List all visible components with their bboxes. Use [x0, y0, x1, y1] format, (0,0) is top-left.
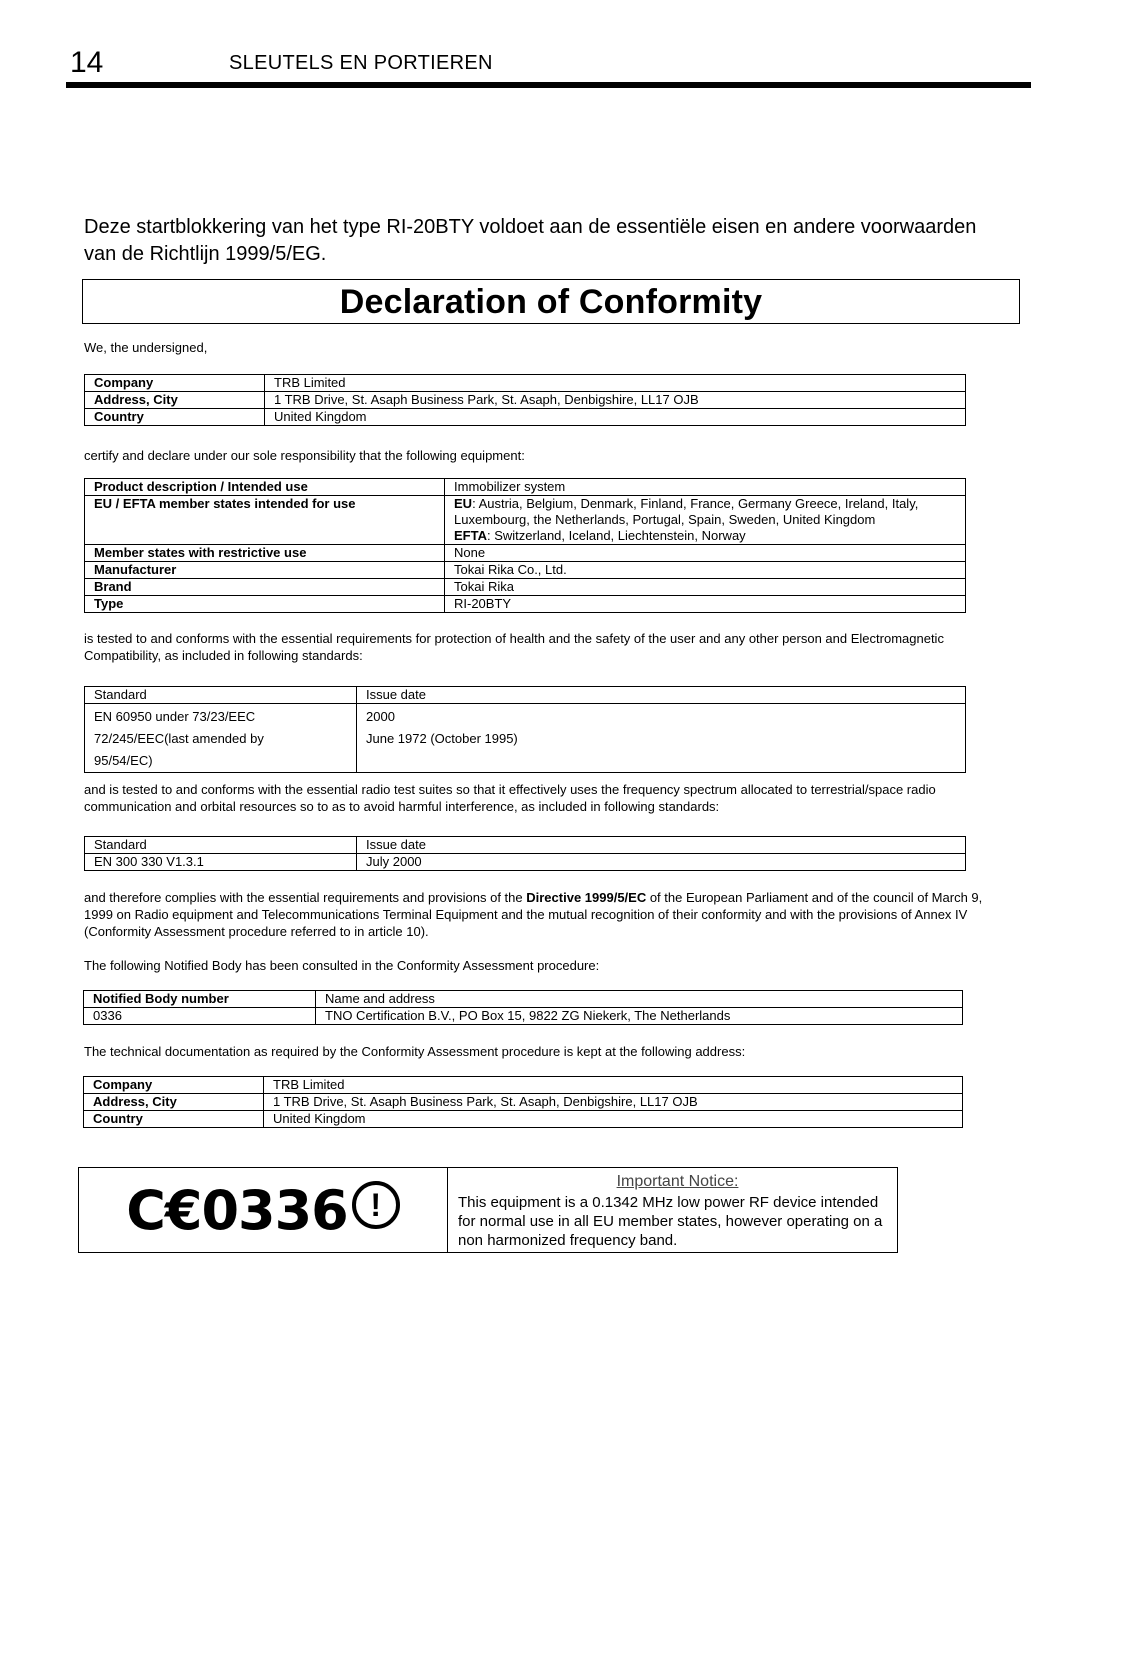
directive-ref: Directive 1999/5/EC [526, 890, 647, 905]
country-value: United Kingdom [265, 409, 966, 426]
address-value: 1 TRB Drive, St. Asaph Business Park, St. Asaph, Denbigshire, LL17 OJB [265, 392, 966, 409]
company-table [84, 374, 966, 426]
alert-icon: ! [352, 1181, 400, 1229]
manufacturer-value: Tokai Rika Co., Ltd. [445, 562, 966, 579]
notified-text: The following Notified Body has been consulted in the Conformity Assessment procedure: [84, 958, 600, 973]
table-row [84, 1008, 963, 1025]
states-label: EU / EFTA member states intended for use [85, 496, 445, 545]
standard-line-1: EN 60950 under 73/23/EEC [94, 709, 256, 724]
issue-line-1: 2000 [366, 709, 395, 724]
issue-header: Issue date [357, 687, 966, 704]
table-row [85, 375, 966, 392]
type-label: Type [85, 596, 445, 613]
company-label: Company [85, 375, 265, 392]
complies-post: of the European Parliament and of the council of March 9, 1999 on Radio equipment and Telecommunications Terminal Equipment and the mutual recognition of their conformity and with the provisions of Annex IV (Conformity Assessment procedure referred to in article 10). [84, 890, 983, 939]
intro-paragraph: Deze startblokkering van het type RI-20BTY voldoet aan de essentiële eisen en andere voorwaarden van de Richtlijn 1999/5/EG. [84, 216, 977, 265]
name-address-header: Name and address [316, 991, 963, 1008]
country-value: United Kingdom [264, 1111, 963, 1128]
company-table-2 [83, 1076, 963, 1128]
notified-table [83, 990, 963, 1025]
company-label: Company [84, 1077, 264, 1094]
efta-prefix: EFTA [454, 528, 487, 543]
ce-mark-panel [79, 1168, 448, 1252]
table-row [85, 579, 966, 596]
table-row [84, 1094, 963, 1111]
type-value: RI-20BTY [445, 596, 966, 613]
table-row [84, 1111, 963, 1128]
radio-text: and is tested to and conforms with the essential radio test suites so that it effectively uses the frequency spectrum allocated to terrestrial/space radio communication and orbital resources so to as to avoid harmful interference, as included in following standards: [84, 782, 936, 814]
important-notice [448, 1168, 897, 1252]
table-row [85, 837, 966, 854]
product-value: Immobilizer system [445, 479, 966, 496]
address-label: Address, City [85, 392, 265, 409]
eu-prefix: EU [454, 496, 473, 511]
notice-title: Important Notice: [616, 1173, 739, 1190]
table-row [85, 704, 966, 773]
page-number: 14 [70, 46, 104, 79]
standard-line-3: 95/54/EC) [94, 753, 153, 768]
ce-mark: C€0336 [126, 1178, 348, 1242]
country-label: Country [85, 409, 265, 426]
tested-text: is tested to and conforms with the essential requirements for protection of health and the safety of the user and any other person and Electromagnetic Compatibility, as included in following standards: [84, 631, 944, 663]
country-label: Country [84, 1111, 264, 1128]
issue-cell [357, 704, 966, 773]
product-table [84, 478, 966, 613]
restrictive-label: Member states with restrictive use [85, 545, 445, 562]
notice-text: This equipment is a 0.1342 MHz low power RF device intended for normal use in all EU member states, however operating on a non harmonized frequency band. [458, 1194, 883, 1249]
techdoc-text: The technical documentation as required by the Conformity Assessment procedure is kept at the following address: [84, 1044, 746, 1059]
company-value: TRB Limited [265, 375, 966, 392]
table-row [85, 596, 966, 613]
notified-label: Notified Body number [84, 991, 316, 1008]
ce-notice-box [78, 1167, 898, 1253]
table-row [84, 991, 963, 1008]
table-row [85, 479, 966, 496]
table-row [85, 496, 966, 545]
standard-value: EN 300 330 V1.3.1 [85, 854, 357, 871]
address-label: Address, City [84, 1094, 264, 1111]
declaration-title: Declaration of Conformity [339, 283, 763, 321]
standard-line-2: 72/245/EEC(last amended by [94, 731, 264, 746]
efta-countries: : Switzerland, Iceland, Liechtenstein, Norway [486, 528, 746, 543]
issue-value: July 2000 [357, 854, 966, 871]
page-header [66, 44, 1031, 88]
table-row [85, 854, 966, 871]
table-row [85, 545, 966, 562]
table-row [84, 1077, 963, 1094]
undersigned-text: We, the undersigned, [84, 340, 208, 355]
notified-name: TNO Certification B.V., PO Box 15, 9822 ZG Niekerk, The Netherlands [316, 1008, 963, 1025]
standards-table-1 [84, 686, 966, 773]
issue-line-2: June 1972 (October 1995) [366, 731, 518, 746]
product-label: Product description / Intended use [85, 479, 445, 496]
standard-cell [85, 704, 357, 773]
section-title: SLEUTELS EN PORTIEREN [229, 52, 493, 74]
manufacturer-label: Manufacturer [85, 562, 445, 579]
standards-table-2 [84, 836, 966, 871]
standard-header: Standard [85, 687, 357, 704]
complies-text [84, 889, 1014, 940]
address-value: 1 TRB Drive, St. Asaph Business Park, St. Asaph, Denbigshire, LL17 OJB [264, 1094, 963, 1111]
restrictive-value: None [445, 545, 966, 562]
declaration-title-box [82, 279, 1020, 324]
table-row [85, 392, 966, 409]
brand-value: Tokai Rika [445, 579, 966, 596]
notified-number: 0336 [84, 1008, 316, 1025]
table-row [85, 409, 966, 426]
table-row [85, 562, 966, 579]
eu-countries: : Austria, Belgium, Denmark, Finland, France, Germany Greece, Ireland, Italy, Luxembourg, the Netherlands, Portugal, Spain, Sweden, United Kingdom [454, 496, 919, 527]
brand-label: Brand [85, 579, 445, 596]
standard-header: Standard [85, 837, 357, 854]
states-value [445, 496, 966, 545]
complies-pre: and therefore complies with the essential requirements and provisions of the [84, 890, 527, 905]
table-row [85, 687, 966, 704]
company-value: TRB Limited [264, 1077, 963, 1094]
issue-header: Issue date [357, 837, 966, 854]
certify-text: certify and declare under our sole responsibility that the following equipment: [84, 448, 525, 463]
